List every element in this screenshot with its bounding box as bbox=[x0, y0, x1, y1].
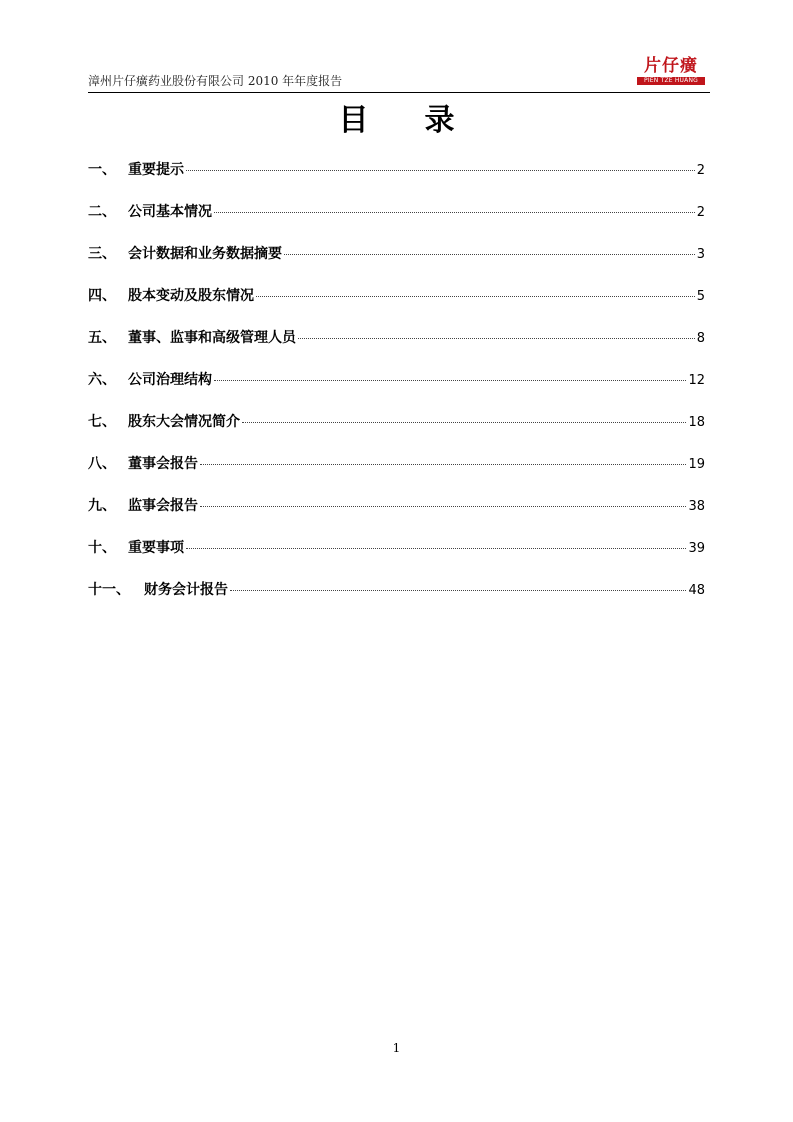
toc-leader-dots bbox=[298, 338, 695, 339]
toc-entry[interactable] bbox=[88, 412, 705, 454]
toc-entry[interactable] bbox=[88, 538, 705, 580]
toc-entry-page: 38 bbox=[688, 499, 705, 514]
toc-leader-dots bbox=[214, 212, 695, 213]
toc-leader-dots bbox=[230, 590, 686, 591]
toc-entry-page: 2 bbox=[696, 205, 705, 220]
toc-entry[interactable] bbox=[88, 160, 705, 202]
toc-entry-number: 十、 bbox=[88, 540, 116, 556]
toc-entry[interactable] bbox=[88, 580, 705, 622]
toc-entry-page: 19 bbox=[688, 457, 705, 472]
toc-entry-title: 重要提示 bbox=[128, 162, 184, 178]
toc-entry-number: 三、 bbox=[88, 246, 116, 262]
toc-leader-dots bbox=[200, 464, 686, 465]
toc-entry-title: 公司基本情况 bbox=[128, 204, 212, 220]
toc-entry[interactable] bbox=[88, 244, 705, 286]
toc-leader-dots bbox=[242, 422, 686, 423]
toc-entry[interactable] bbox=[88, 370, 705, 412]
toc-entry-title: 董事、监事和高级管理人员 bbox=[128, 330, 296, 346]
company-logo bbox=[636, 56, 706, 86]
toc-entry-number: 九、 bbox=[88, 498, 116, 514]
toc-leader-dots bbox=[214, 380, 686, 381]
toc-entry-number: 十一、 bbox=[88, 582, 130, 598]
logo-chinese-text: 片仔癀 bbox=[644, 56, 698, 76]
toc-entry-page: 12 bbox=[688, 373, 705, 388]
toc-entry[interactable] bbox=[88, 496, 705, 538]
toc-entry-page: 3 bbox=[696, 247, 705, 262]
toc-entry[interactable] bbox=[88, 202, 705, 244]
toc-leader-dots bbox=[200, 506, 686, 507]
toc-entry-page: 2 bbox=[696, 163, 705, 178]
toc-entry-page: 39 bbox=[688, 541, 705, 556]
toc-entry-page: 8 bbox=[696, 331, 705, 346]
toc-entry-number: 七、 bbox=[88, 414, 116, 430]
toc-entry-page: 48 bbox=[688, 583, 705, 598]
toc-entry-page: 5 bbox=[696, 289, 705, 304]
page-header bbox=[88, 54, 710, 93]
toc-entry-title: 董事会报告 bbox=[128, 456, 198, 472]
toc-leader-dots bbox=[256, 296, 695, 297]
toc-leader-dots bbox=[186, 170, 695, 171]
toc-entry-title: 股本变动及股东情况 bbox=[128, 288, 254, 304]
toc-entry-title: 公司治理结构 bbox=[128, 372, 212, 388]
toc-entry[interactable] bbox=[88, 286, 705, 328]
toc-entry-page: 18 bbox=[688, 415, 705, 430]
toc-entry-number: 二、 bbox=[88, 204, 116, 220]
logo-english-text: PIEN TZE HUANG bbox=[637, 77, 705, 85]
toc-entry-number: 四、 bbox=[88, 288, 116, 304]
page-title: 目录 bbox=[338, 103, 511, 138]
toc-entry-title: 会计数据和业务数据摘要 bbox=[128, 246, 282, 262]
toc-entry-number: 五、 bbox=[88, 330, 116, 346]
toc-entry-number: 一、 bbox=[88, 162, 116, 178]
toc-entry-title: 股东大会情况简介 bbox=[128, 414, 240, 430]
table-of-contents bbox=[88, 160, 705, 622]
toc-entry-title: 重要事项 bbox=[128, 540, 184, 556]
header-text: 漳州片仔癀药业股份有限公司 2010 年年度报告 bbox=[88, 74, 343, 88]
toc-leader-dots bbox=[186, 548, 686, 549]
toc-entry-number: 八、 bbox=[88, 456, 116, 472]
toc-entry-title: 监事会报告 bbox=[128, 498, 198, 514]
toc-entry[interactable] bbox=[88, 454, 705, 496]
toc-entry-number: 六、 bbox=[88, 372, 116, 388]
toc-entry[interactable] bbox=[88, 328, 705, 370]
toc-entry-title: 财务会计报告 bbox=[144, 582, 228, 598]
toc-leader-dots bbox=[284, 254, 695, 255]
page-number: 1 bbox=[392, 1041, 401, 1055]
